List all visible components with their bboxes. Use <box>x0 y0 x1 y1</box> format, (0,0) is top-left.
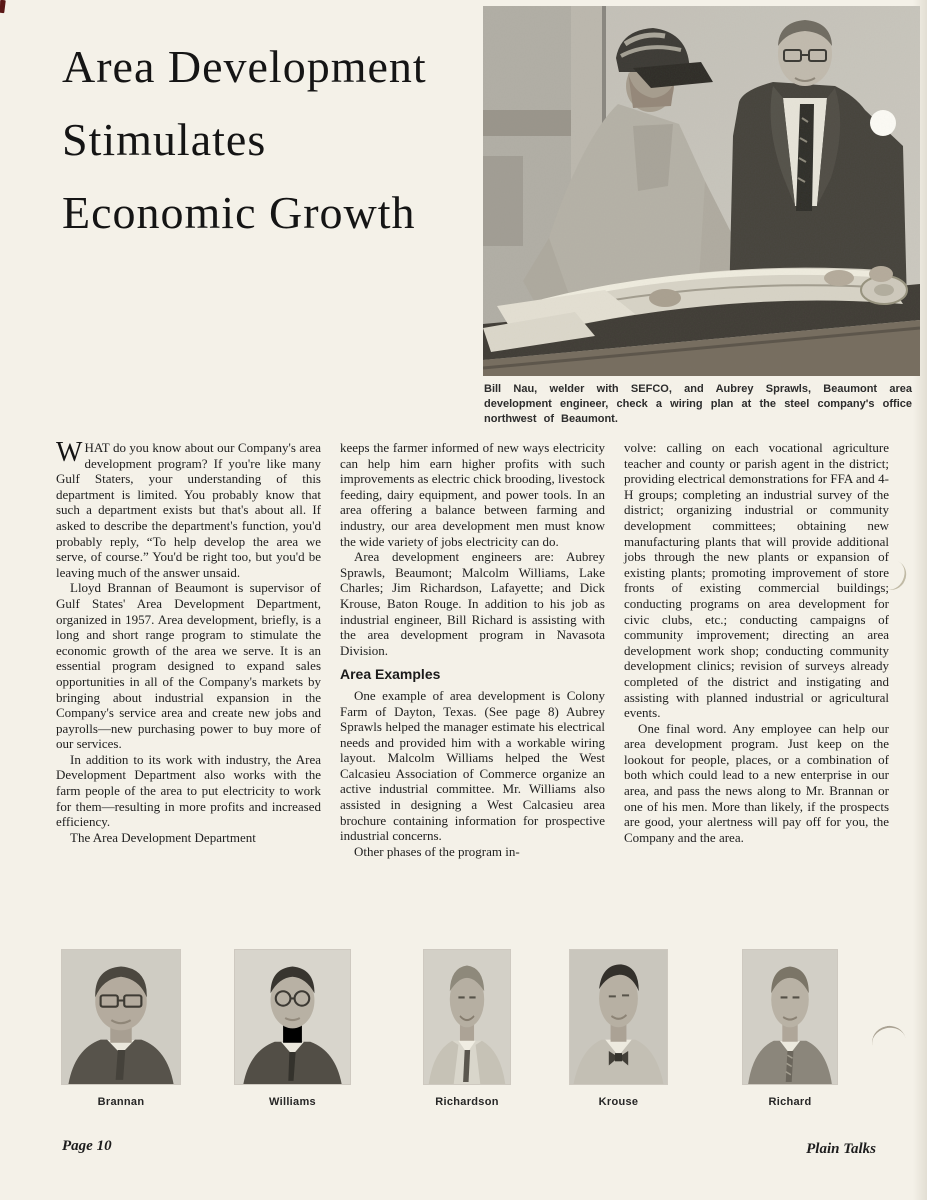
ink-mark <box>0 0 3 9</box>
section-heading: Area Examples <box>340 666 441 683</box>
title-line-3: Economic Growth <box>62 187 416 238</box>
portrait-brannan <box>62 950 180 1108</box>
drop-cap: W <box>56 437 83 468</box>
column-3 <box>624 440 889 945</box>
paragraph-continuation: keeps the farmer informed of new ways electricity can help him earn higher profits with such improvements as electric chick brooding, livestock feeding, dairy equipment, and power tools. In an area offering a balance between farming and industry, our area development men must know the wide variety of jobs electricity can do. <box>340 440 605 549</box>
hole-punch-highlight <box>870 110 896 136</box>
portrait-photo <box>743 950 837 1084</box>
article-title <box>62 30 427 249</box>
paragraph: The Area Development Department <box>70 829 256 845</box>
paragraph: In addition to its work with industry, the Area Development Department also works with the farm people of the area to put electricity to work for them—resulting in more profits and increased efficiency. <box>56 751 321 830</box>
portrait-photo <box>570 950 667 1084</box>
magazine-title: Plain Talks <box>806 1141 876 1157</box>
paragraph: Area development engineers are: Aubrey Sprawls, Beaumont; Malcolm Williams, Lake Charles; Jim Richardson, Lafayette; and Dick Krouse, Baton Rouge. In addition to his job as industrial engineer, Bill Richard is assisting with the area development program in Navasota Division. <box>340 549 605 658</box>
portrait-name: Williams <box>269 1096 316 1108</box>
paragraph: WHAT do you know about our Company's area development program? If you're like many Gulf Staters, your understanding of this department is limited. You probably know that such a department exists but that's about all. If asked to describe the department's function, you'd probably reply, “To help develop the area we serve, of course.” You'd be right too, but you'd be leaving much of the answer unsaid. <box>56 437 321 580</box>
lead-photo <box>483 6 920 376</box>
group-photo-illustration <box>483 6 920 376</box>
paragraph: Lloyd Brannan of Beaumont is supervisor of Gulf States' Area Development Department, organized in 1957. Area development, briefly, is a long and short range program to stimulate the economic growth of the area we serve. It is an essential program designed to expand sales opportunities in all of the Company's markets by bringing about industrial expansion in the Company's service area and create new jobs and payrolls—new purchasing power to buy more of our services. <box>56 580 321 752</box>
photo-caption: Bill Nau, welder with SEFCO, and Aubrey Sprawls, Beaumont area development engineer, check a wiring plan at the steel company's office northwest of Beaumont. <box>484 383 912 425</box>
paragraph: Other phases of the program in- <box>354 843 520 859</box>
portrait-richard <box>743 950 837 1108</box>
portrait-name: Richard <box>768 1096 812 1108</box>
portrait-richardson <box>424 950 510 1108</box>
portrait-name: Richardson <box>435 1096 499 1108</box>
portrait-krouse <box>570 950 667 1108</box>
portrait-photo <box>424 950 510 1084</box>
title-line-2: Stimulates <box>62 114 267 165</box>
portrait-photo <box>62 950 180 1084</box>
article-body <box>56 437 889 945</box>
portrait-name: Brannan <box>97 1096 145 1108</box>
column-2 <box>340 440 605 945</box>
title-line-1: Area Development <box>62 41 427 92</box>
paragraph: One final word. Any employee can help our area development program. Just keep on the lookout for people, places, or a combination of both which could lead to a new enterprise in our area, and pass the news along to Mr. Brannan or one of his men. More than likely, if the prospects are good, your alertness will pay off for you, the Company and the area. <box>624 720 889 845</box>
portrait-photo <box>235 950 350 1084</box>
portrait-williams <box>235 950 350 1108</box>
page-curl-mark <box>869 1022 910 1061</box>
paragraph: One example of area development is Colony Farm of Dayton, Texas. (See page 8) Aubrey Sprawls helped the manager estimate his electrical needs and provided him with a workable wiring layout. Malcolm Williams helped the West Calcasieu Association of Commerce organize an active industrial committee. Mr. Williams also assisted in designing a West Calcasieu area brochure containing information for prospective industrial concerns. <box>340 687 605 844</box>
portrait-name: Krouse <box>598 1096 639 1108</box>
page-number: Page 10 <box>62 1138 112 1154</box>
paragraph-continuation: volve: calling on each vocational agriculture teacher and county or parish agent in the district; providing electrical demonstrations for FFA and 4-H groups; completing an industrial survey of the district; organizing industrial or community development committees; obtaining new manufacturing plants that will provide additional jobs through the new plants or expansion of existing plants; promoting improvement of store fronts of existing commercial buildings; conducting programs on area development for civic clubs, etc.; conducting campaigns of community improvement; directing an area development work shop; conducting community development clinics; revision of surveys already completed of the district and instigating and assisting with planned industrial or agricultural events. <box>624 440 889 721</box>
column-1 <box>56 437 321 945</box>
